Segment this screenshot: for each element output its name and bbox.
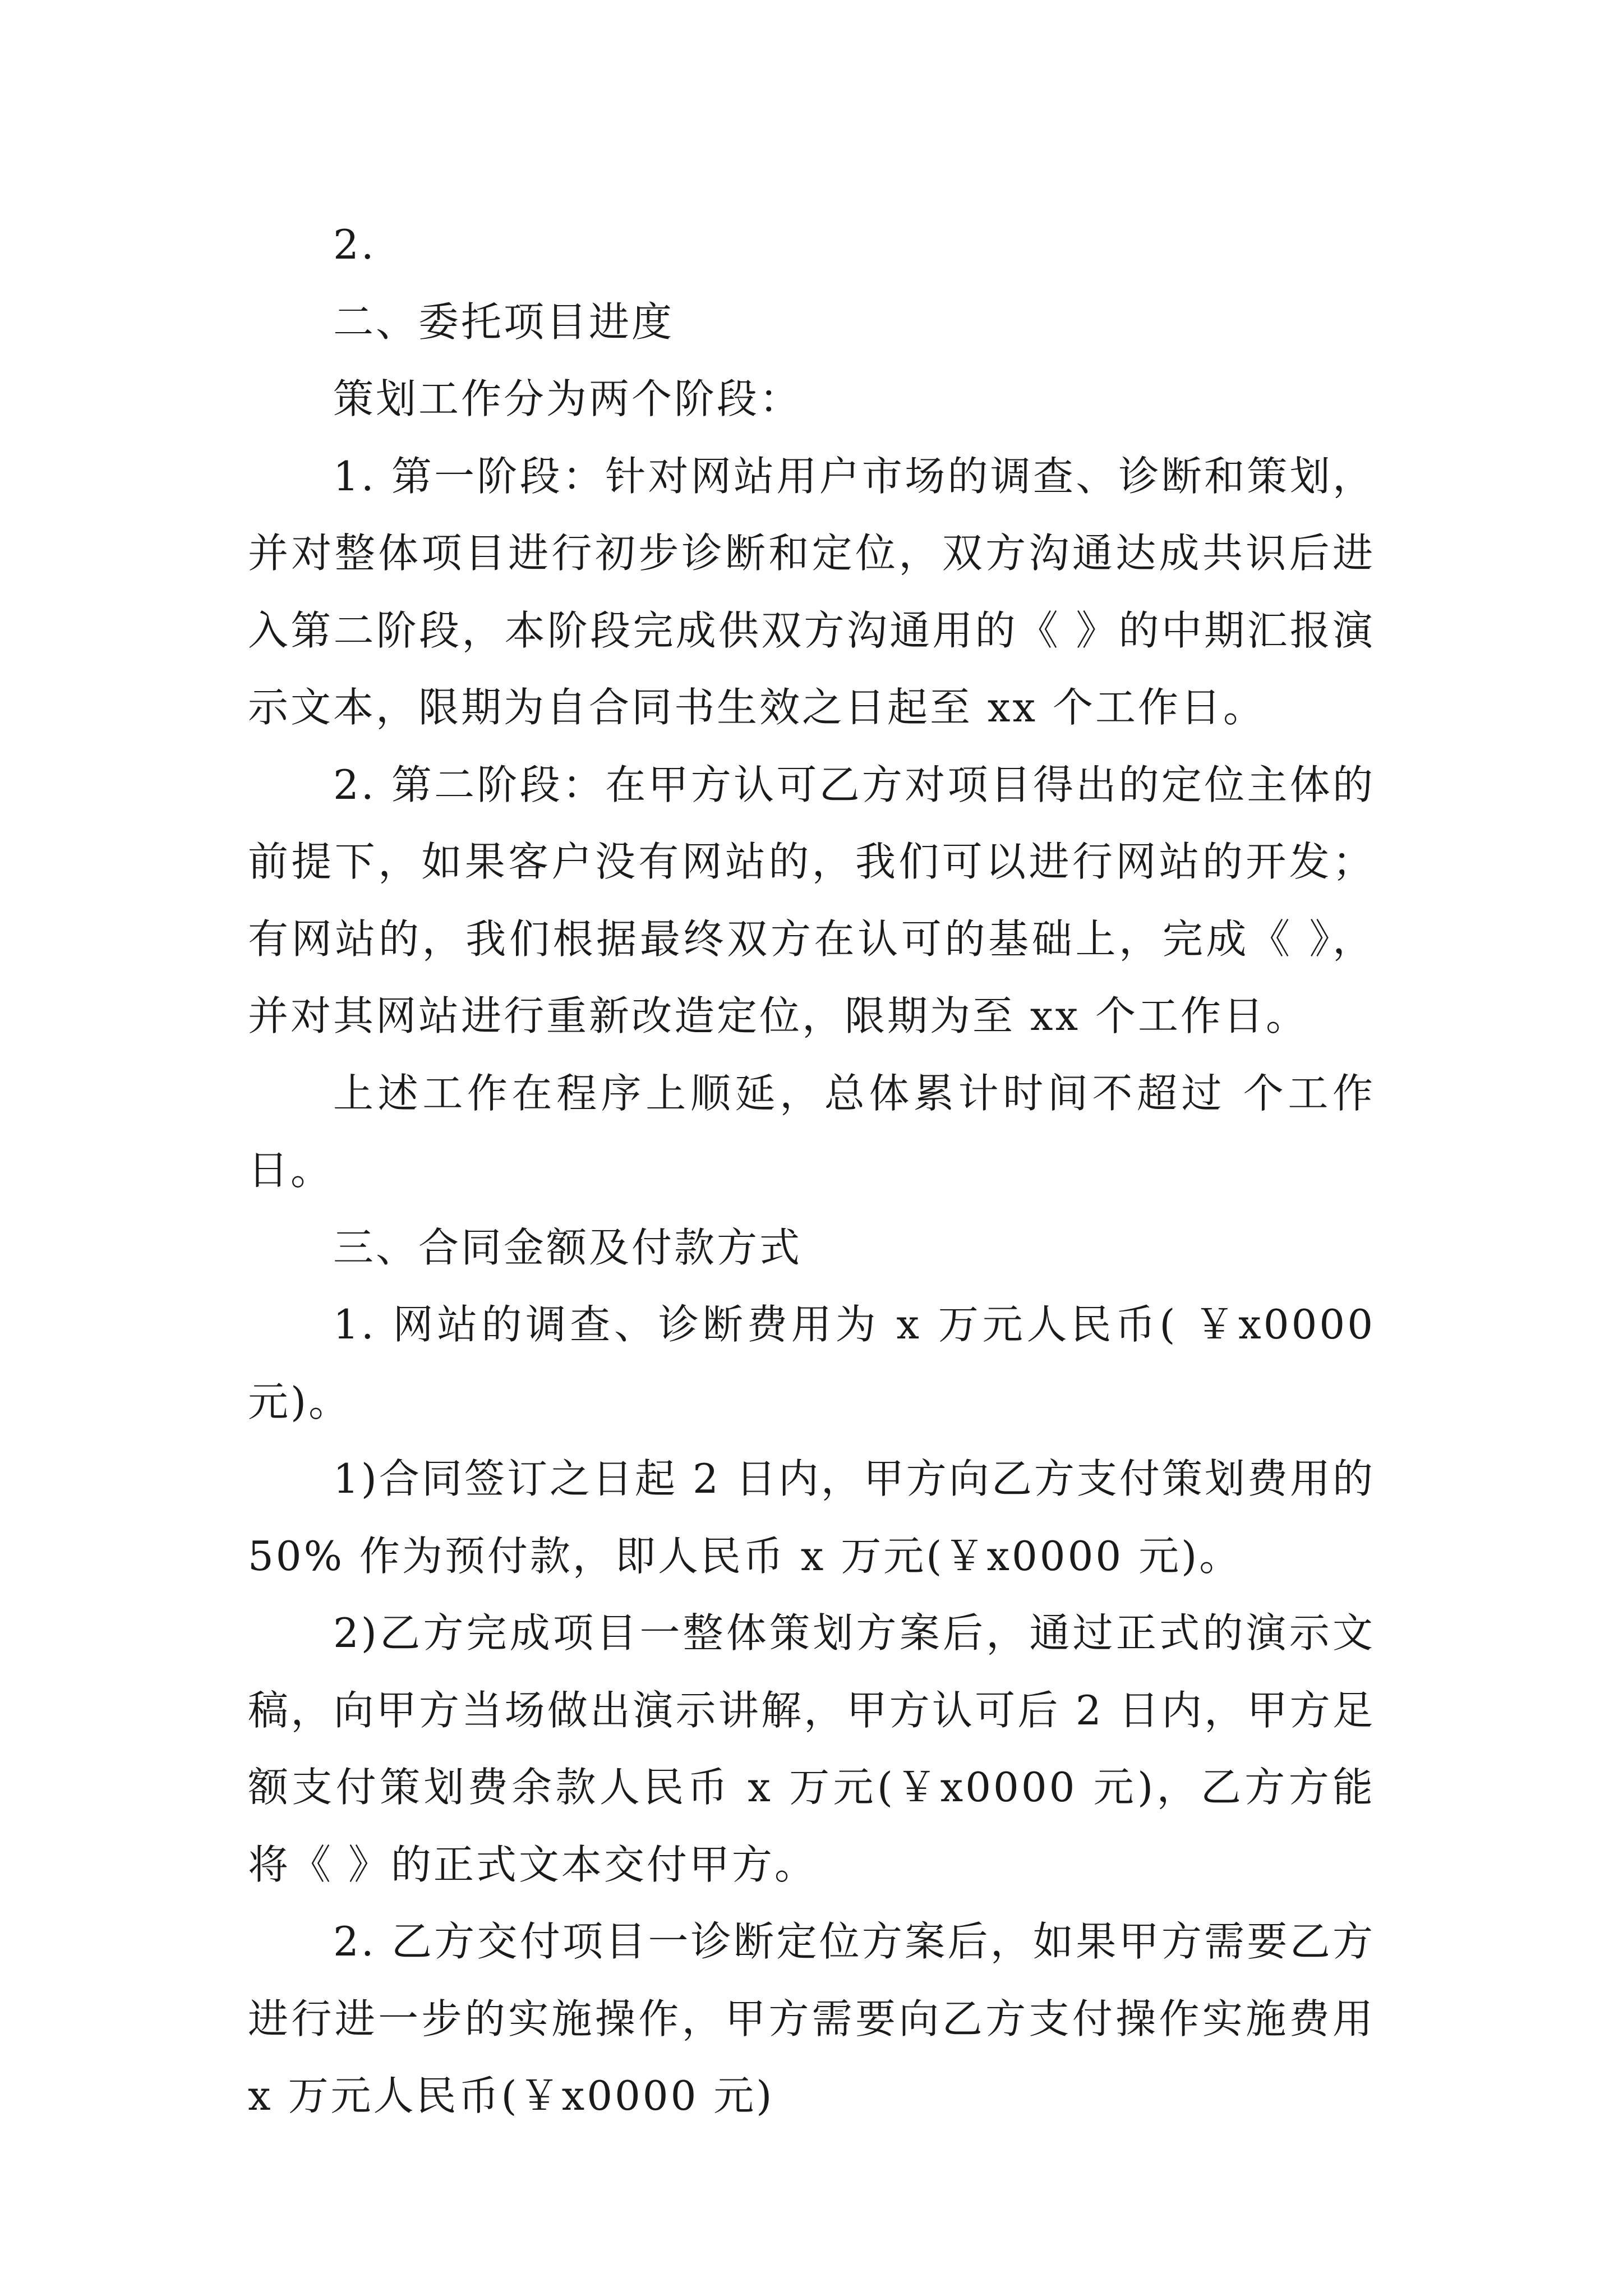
paragraph-prepayment: 1)合同签订之日起 2 日内，甲方向乙方支付策划费用的 50% 作为预付款，即人民币 x 万元(￥x0000 元)。: [248, 1455, 1375, 1580]
paragraph-implementation-fee: 2. 乙方交付项目一诊断定位方案后，如果甲方需要乙方进行进一步的实施操作，甲方需要向乙方支付操作实施费用 x 万元人民币(￥x0000 元): [248, 1918, 1375, 2119]
paragraph-stage-one: 1. 第一阶段：针对网站用户市场的调查、诊断和策划，并对整体项目进行初步诊断和定位，双方沟通达成共识后进入第二阶段，本阶段完成供双方沟通用的《 》的中期汇报演示文本，限期为自合同书生效之日起至 xx 个工作日。: [248, 452, 1375, 731]
paragraph-balance-payment: 2)乙方完成项目一整体策划方案后，通过正式的演示文稿，向甲方当场做出演示讲解，甲方认可后 2 日内，甲方足额支付策划费余款人民币 x 万元(￥x0000 元)，乙方方能将《 》的正式文本交付甲方。: [248, 1609, 1375, 1888]
paragraph-stage-two: 2. 第二阶段：在甲方认可乙方对项目得出的定位主体的前提下，如果客户没有网站的，我们可以进行网站的开发；有网站的，我们根据最终双方在认可的基础上，完成《 》，并对其网站进行重新改造定位，限期为至 xx 个工作日。: [248, 761, 1375, 1039]
section-heading-payment: 三、合同金额及付款方式: [333, 1223, 803, 1271]
paragraph-total-time: 上述工作在程序上顺延，总体累计时间不超过 个工作日。: [248, 1069, 1375, 1194]
document-body: [248, 206, 1375, 2135]
paragraph-stages-intro: 策划工作分为两个阶段：: [333, 375, 803, 422]
section-heading-project-schedule: 二、委托项目进度: [333, 298, 675, 346]
paragraph-survey-fee: 1. 网站的调查、诊断费用为 x 万元人民币( ￥x0000 元)。: [248, 1301, 1375, 1425]
paragraph-item-number: 2.: [333, 221, 376, 268]
